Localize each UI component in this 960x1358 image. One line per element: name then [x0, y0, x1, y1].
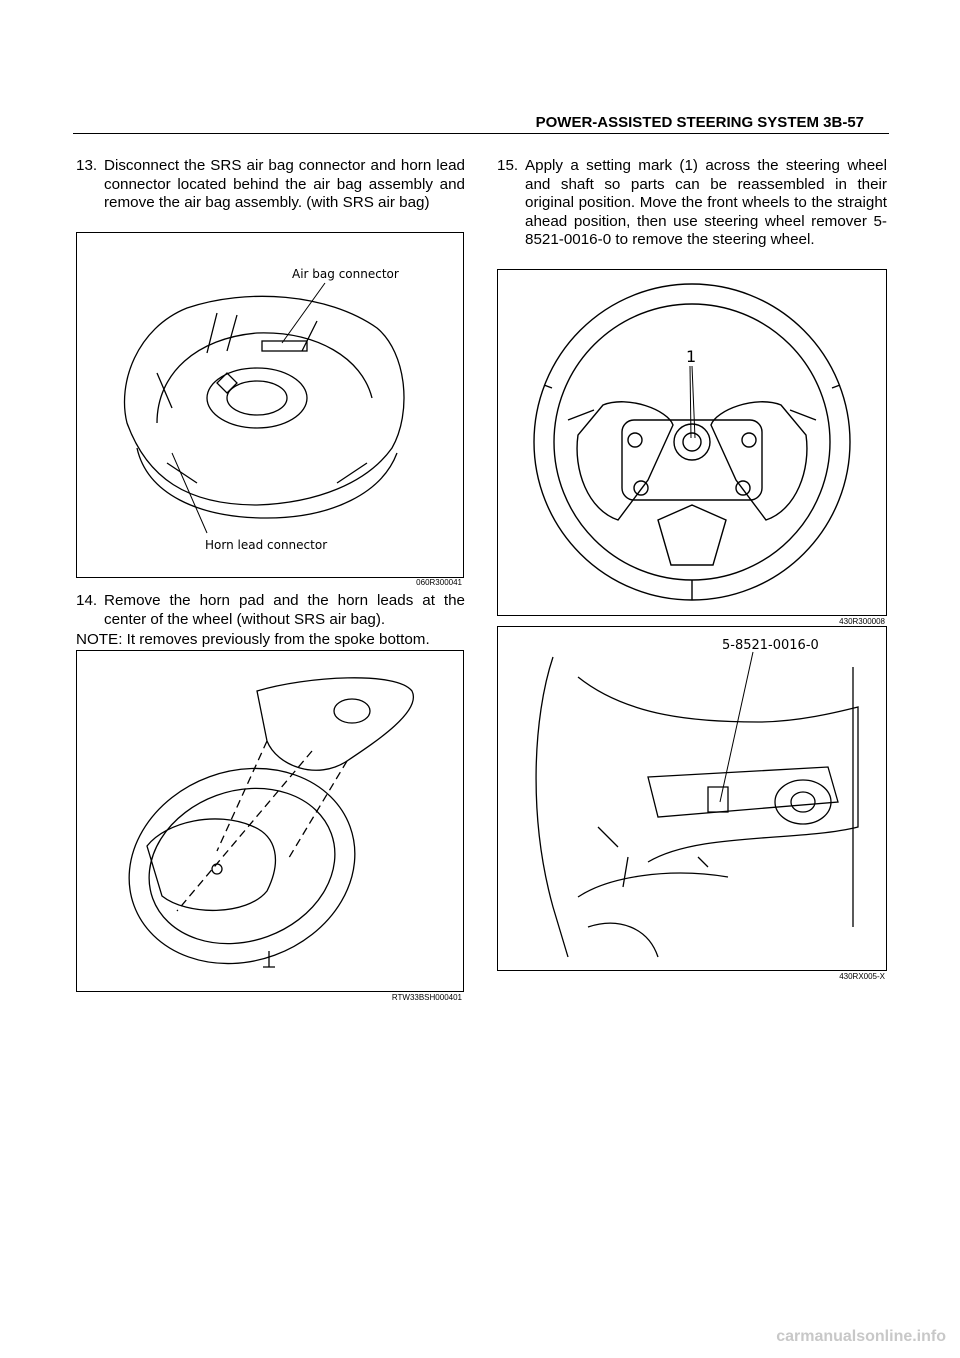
figure-code: 430RX005-X — [839, 972, 885, 981]
step-14 — [76, 592, 465, 629]
left-column — [76, 157, 465, 213]
figure-horn-pad-removal — [76, 650, 464, 992]
figure-steering-wheel-remover — [497, 626, 887, 971]
figure-code: 430R300008 — [839, 617, 885, 626]
step-13 — [76, 157, 465, 213]
callout-airbag-connector: Air bag connector — [292, 267, 399, 281]
figure-setting-mark — [497, 269, 887, 616]
callout-setting-mark: 1 — [686, 347, 697, 366]
step-number: 14. — [76, 592, 98, 609]
figure-code: RTW33BSH000401 — [391, 993, 462, 1002]
step-text: Apply a setting mark (1) across the steering wheel and shaft so parts can be reassembled in their original position. Move the front wheels to the straight ahead position, then use steering wheel remover 5-8521-0016-0 to remove the steering wheel. — [525, 157, 887, 249]
header-rule — [73, 133, 889, 134]
right-column — [497, 157, 887, 250]
callout-remover-part-number: 5-8521-0016-0 — [722, 638, 819, 653]
callout-horn-lead-connector: Horn lead connector — [205, 538, 328, 552]
step-number: 15. — [497, 157, 519, 174]
left-column-lower — [76, 592, 465, 650]
watermark: carmanualsonline.info — [776, 1328, 946, 1345]
figure-code: 060R300041 — [416, 578, 462, 587]
note-text: NOTE: It removes previously from the spoke bottom. — [76, 631, 430, 649]
step-text: Disconnect the SRS air bag connector and horn lead connector located behind the air bag assembly and remove the air bag assembly. (with SRS air bag) — [104, 157, 465, 212]
step-15 — [497, 157, 887, 250]
page-header-title: POWER-ASSISTED STEERING SYSTEM 3B-57 — [535, 114, 864, 131]
step-text: Remove the horn pad and the horn leads at the center of the wheel (without SRS air bag). — [104, 592, 465, 628]
figure-airbag-assembly — [76, 232, 464, 578]
step-number: 13. — [76, 157, 98, 174]
